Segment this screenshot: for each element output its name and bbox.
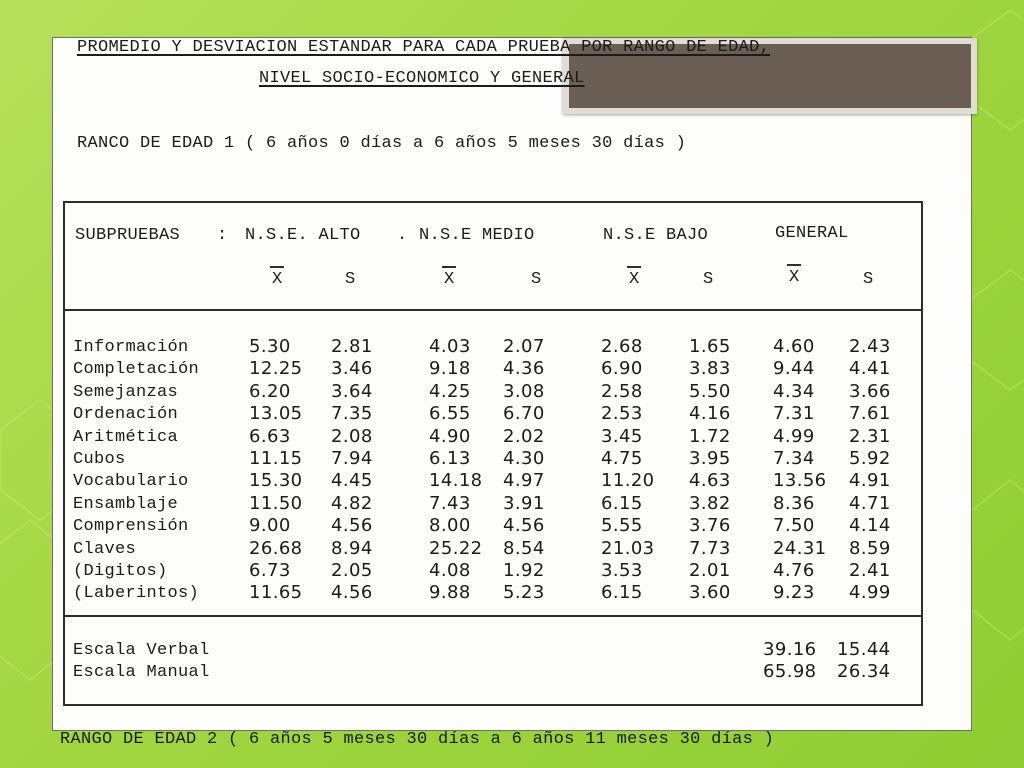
scale-value-x: 39.16 <box>763 639 817 660</box>
cell-value: 11.50 <box>249 492 303 514</box>
cell-value: 2.31 <box>849 425 891 447</box>
cell-value: 4.63 <box>689 470 731 492</box>
row-label: Ordenación <box>73 405 179 425</box>
cell-value: 1.92 <box>503 560 545 581</box>
row-label: Cubos <box>73 450 126 469</box>
cell-value: 14.18 <box>429 470 483 492</box>
cell-value: 1.65 <box>689 336 731 357</box>
cell-value: 2.43 <box>849 336 891 357</box>
cell-value: 6.15 <box>601 492 643 514</box>
cell-value: 4.25 <box>429 380 471 402</box>
cell-value: 8.94 <box>331 537 373 559</box>
cell-value: 3.08 <box>503 380 545 402</box>
cell-value: 4.75 <box>601 448 643 469</box>
cell-value: 6.63 <box>249 425 291 447</box>
header-nse-alto: N.S.E. ALTO <box>245 226 361 245</box>
cell-value: 1.72 <box>689 425 731 447</box>
header-separator-dot: . <box>397 226 408 245</box>
cell-value: 11.65 <box>249 582 303 604</box>
row-label: Aritmética <box>73 427 179 447</box>
cell-value: 4.90 <box>429 425 471 447</box>
row-label: Claves <box>73 539 137 559</box>
cell-value: 7.94 <box>331 448 373 469</box>
row-label: (Digitos) <box>73 562 168 581</box>
row-label: (Laberintos) <box>73 584 200 604</box>
cell-value: 7.73 <box>689 537 731 559</box>
cell-value: 11.20 <box>601 470 655 492</box>
cell-value: 3.46 <box>331 358 373 380</box>
cell-value: 4.56 <box>331 515 373 537</box>
cell-value: 6.15 <box>601 582 643 604</box>
scale-value-s: 15.44 <box>837 639 891 660</box>
subheader-general-s: S <box>863 270 874 289</box>
subheader-general-x: X <box>789 268 800 287</box>
cell-value: 6.13 <box>429 448 471 469</box>
cell-value: 15.30 <box>249 470 303 492</box>
cell-value: 6.55 <box>429 403 471 425</box>
subheader-bajo-x: X <box>629 270 640 289</box>
cell-value: 7.50 <box>773 515 815 537</box>
row-label: Información <box>73 338 189 357</box>
document-title-line2: NIVEL SOCIO-ECONOMICO Y GENERAL <box>259 69 585 88</box>
subheader-medio-s: S <box>531 270 542 289</box>
cell-value: 4.71 <box>849 492 891 514</box>
cell-value: 7.34 <box>773 448 815 469</box>
cell-value: 8.00 <box>429 515 471 537</box>
cell-value: 4.41 <box>849 358 891 380</box>
cell-value: 2.58 <box>601 380 643 402</box>
cell-value: 4.56 <box>331 582 373 604</box>
cell-value: 24.31 <box>773 537 827 559</box>
cell-value: 9.18 <box>429 358 471 380</box>
row-label: Completación <box>73 360 200 380</box>
cell-value: 3.95 <box>689 448 731 469</box>
cell-value: 2.02 <box>503 425 545 447</box>
row-label: Ensamblaje <box>73 494 179 514</box>
cell-value: 4.16 <box>689 403 731 425</box>
cell-value: 4.30 <box>503 448 545 469</box>
subheader-medio-x: X <box>444 270 455 289</box>
cell-value: 3.82 <box>689 492 731 514</box>
cell-value: 4.60 <box>773 336 815 357</box>
header-nse-bajo: N.S.E BAJO <box>603 226 709 245</box>
cell-value: 2.53 <box>601 403 643 425</box>
age-range-1-heading: RANCO DE EDAD 1 ( 6 años 0 días a 6 años 5 meses 30 días ) <box>77 134 687 153</box>
cell-value: 3.83 <box>689 358 731 380</box>
scales-divider <box>65 615 921 617</box>
cell-value: 2.41 <box>849 560 891 581</box>
cell-value: 4.34 <box>773 380 815 402</box>
cell-value: 9.88 <box>429 582 471 604</box>
row-label: Semejanzas <box>73 382 179 402</box>
cell-value: 5.50 <box>689 380 731 402</box>
cell-value: 9.44 <box>773 358 815 380</box>
cell-value: 3.76 <box>689 515 731 537</box>
header-divider <box>65 309 921 311</box>
cell-value: 4.45 <box>331 470 373 492</box>
cell-value: 4.36 <box>503 358 545 380</box>
cell-value: 2.81 <box>331 336 373 357</box>
cell-value: 9.23 <box>773 582 815 604</box>
cell-value: 6.90 <box>601 358 643 380</box>
cell-value: 2.68 <box>601 336 643 357</box>
cell-value: 2.07 <box>503 336 545 357</box>
cell-value: 3.53 <box>601 560 643 581</box>
cell-value: 26.68 <box>249 537 303 559</box>
cell-value: 7.35 <box>331 403 373 425</box>
subheader-bajo-s: S <box>703 270 714 289</box>
cell-value: 3.45 <box>601 425 643 447</box>
cell-value: 3.66 <box>849 380 891 402</box>
scale-label: Escala Manual <box>73 663 210 682</box>
age-range-2-heading: RANGO DE EDAD 2 ( 6 años 5 meses 30 días a 6 años 11 meses 30 días ) <box>60 730 775 749</box>
header-separator: : <box>217 226 228 245</box>
cell-value: 6.73 <box>249 560 291 581</box>
cell-value: 12.25 <box>249 358 303 380</box>
cell-value: 3.91 <box>503 492 545 514</box>
row-label: Vocabulario <box>73 472 189 492</box>
cell-value: 4.82 <box>331 492 373 514</box>
scanned-document <box>52 37 972 731</box>
cell-value: 4.91 <box>849 470 891 492</box>
cell-value: 5.30 <box>249 336 291 357</box>
row-label: Comprensión <box>73 517 189 537</box>
cell-value: 3.60 <box>689 582 731 604</box>
scale-value-s: 26.34 <box>837 661 891 682</box>
cell-value: 25.22 <box>429 537 483 559</box>
cell-value: 4.03 <box>429 336 471 357</box>
cell-value: 13.05 <box>249 403 303 425</box>
cell-value: 11.15 <box>249 448 303 469</box>
scale-label: Escala Verbal <box>73 641 210 660</box>
cell-value: 8.36 <box>773 492 815 514</box>
cell-value: 4.99 <box>773 425 815 447</box>
cell-value: 4.99 <box>849 582 891 604</box>
cell-value: 2.08 <box>331 425 373 447</box>
cell-value: 13.56 <box>773 470 827 492</box>
subheader-alto-x: X <box>272 270 283 289</box>
header-nse-medio: N.S.E MEDIO <box>419 226 535 245</box>
cell-value: 6.20 <box>249 380 291 402</box>
cell-value: 5.92 <box>849 448 891 469</box>
cell-value: 9.00 <box>249 515 291 537</box>
cell-value: 7.31 <box>773 403 815 425</box>
scale-value-x: 65.98 <box>763 661 817 682</box>
cell-value: 7.61 <box>849 403 891 425</box>
header-general: GENERAL <box>775 224 849 243</box>
cell-value: 7.43 <box>429 492 471 514</box>
cell-value: 21.03 <box>601 537 655 559</box>
cell-value: 5.23 <box>503 582 545 604</box>
cell-value: 4.14 <box>849 515 891 537</box>
cell-value: 2.01 <box>689 560 731 581</box>
cell-value: 4.97 <box>503 470 545 492</box>
cell-value: 6.70 <box>503 403 545 425</box>
document-title-line1: PROMEDIO Y DESVIACION ESTANDAR PARA CADA PRUEBA POR RANGO DE EDAD, <box>77 38 771 57</box>
cell-value: 4.08 <box>429 560 471 581</box>
cell-value: 8.59 <box>849 537 891 559</box>
subheader-alto-s: S <box>345 270 356 289</box>
cell-value: 8.54 <box>503 537 545 559</box>
cell-value: 2.05 <box>331 560 373 581</box>
cell-value: 5.55 <box>601 515 643 537</box>
cell-value: 3.64 <box>331 380 373 402</box>
header-subpruebas: SUBPRUEBAS <box>75 226 181 245</box>
cell-value: 4.76 <box>773 560 815 581</box>
cell-value: 4.56 <box>503 515 545 537</box>
